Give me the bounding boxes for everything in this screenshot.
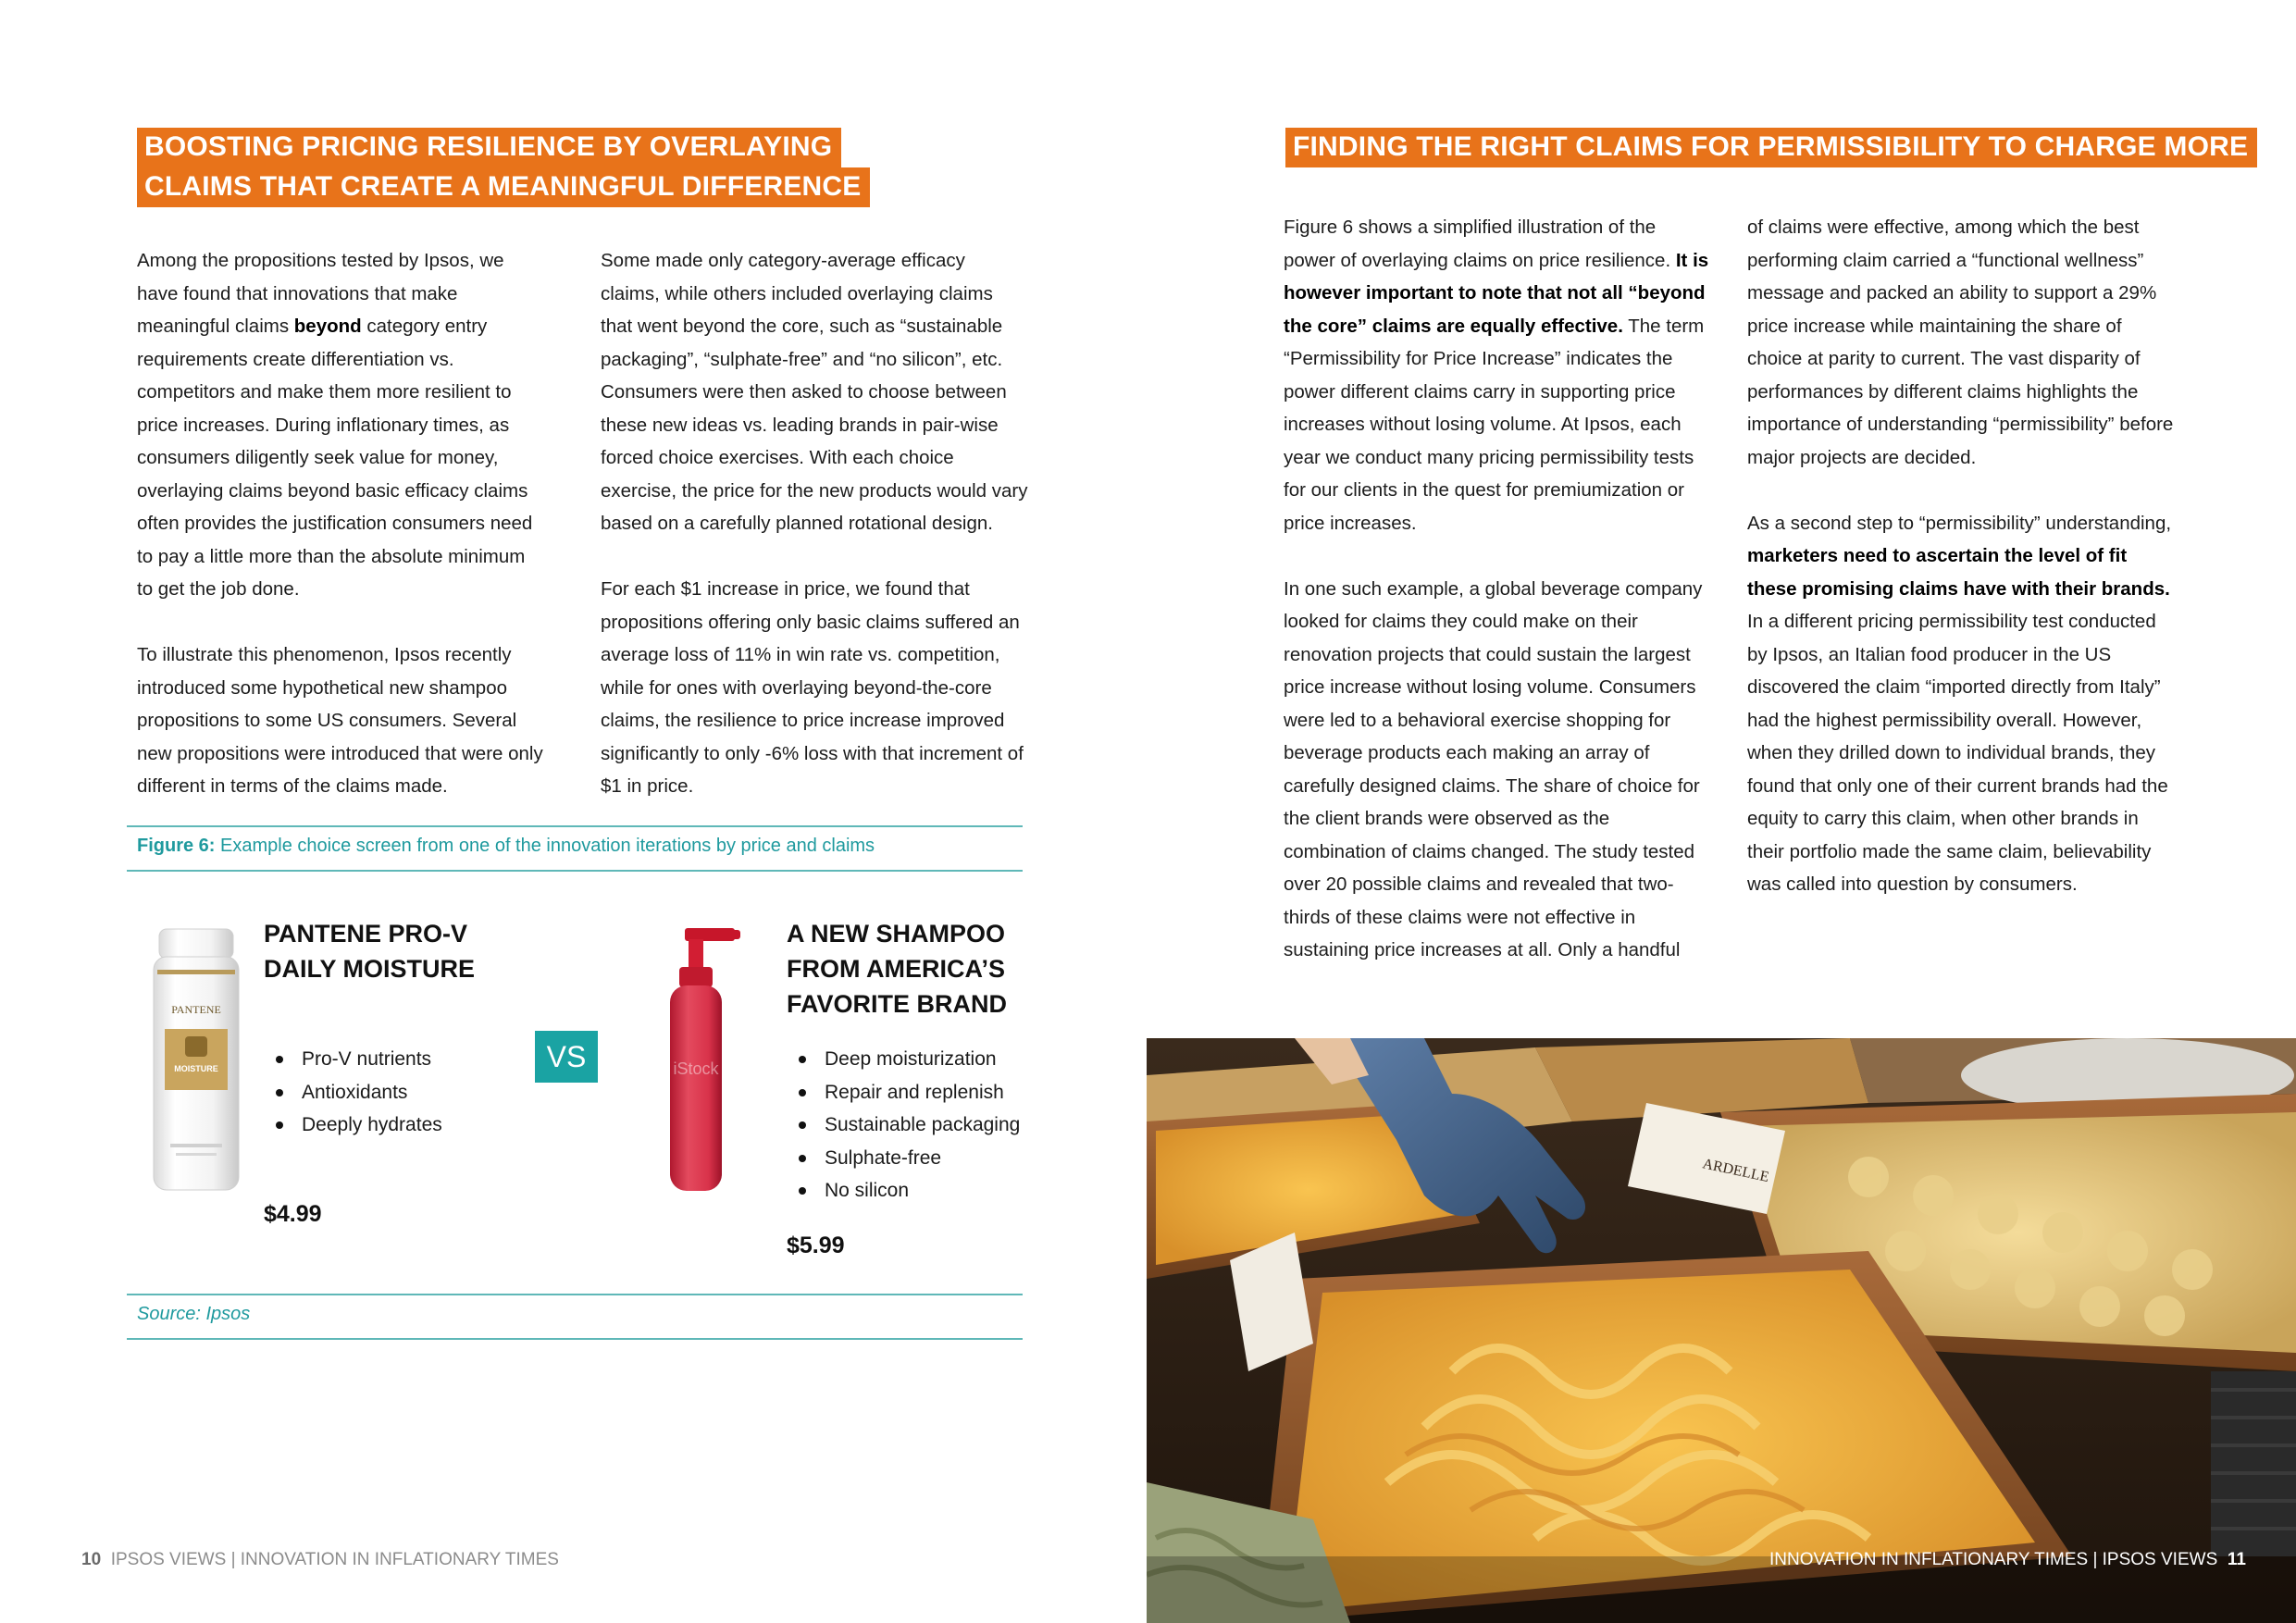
right-column-1 <box>1284 211 1711 967</box>
pasta-counter-photo <box>1147 1038 2296 1623</box>
right-headline <box>1285 128 2257 167</box>
photo-sign-text: ARDELLE <box>1701 1156 1770 1186</box>
paragraph <box>137 244 544 606</box>
product1-claims-list <box>265 1043 442 1142</box>
list-item: Repair and replenish <box>788 1076 1020 1109</box>
text-run: Among the propositions tested by Ipsos, we have found that innovations that make meaningful claims <box>137 250 504 337</box>
paragraph: of claims were effective, among which the best performing claim carried a “functional wellness” message and packed an ability to support a 29% price increase while maintaining the share of choice at parity to current. The vast disparity of performances by different claims highlights the importance of understanding “permissibility” before major projects are decided. <box>1747 217 2174 468</box>
right-page-footer <box>1769 1550 2246 1570</box>
bottle-brand-text: PANTENE <box>171 1003 221 1016</box>
text-run: As a second step to “permissibility” understanding, <box>1747 512 2172 534</box>
figure-label: Figure 6: <box>137 836 216 856</box>
figure-caption-rule <box>127 870 1023 872</box>
bottle-label-text: MOISTURE <box>174 1064 218 1073</box>
left-headline-line2: CLAIMS THAT CREATE A MEANINGFUL DIFFERENCE <box>137 167 870 207</box>
product1-price: $4.99 <box>264 1201 322 1227</box>
page-number: 10 <box>81 1550 102 1569</box>
figure-source-rule <box>127 1338 1023 1340</box>
figure-bottom-rule <box>127 1294 1023 1295</box>
figure-top-rule <box>127 825 1023 827</box>
product2-title-line: A NEW SHAMPOO <box>787 920 1005 948</box>
paragraph: For each $1 increase in price, we found that propositions offering only basic claims suffered an average loss of 11% in win rate vs. competition, while for ones with overlaying beyond-the-core claims, the resilience to price increase improved significantly to only -6% loss with that increment of $1 in price. <box>601 578 1024 797</box>
product2-claims-list <box>788 1043 1020 1208</box>
figure-caption <box>137 836 875 857</box>
footer-text: INNOVATION IN INFLATIONARY TIMES | IPSOS VIEWS <box>1769 1550 2218 1569</box>
list-item: Pro-V nutrients <box>265 1043 442 1076</box>
product1-title <box>264 916 475 986</box>
list-item: Deep moisturization <box>788 1043 1020 1076</box>
list-item: Sulphate-free <box>788 1142 1020 1175</box>
pasta-photo-illustration <box>1147 1038 2296 1623</box>
left-column-2 <box>601 244 1028 803</box>
list-item: No silicon <box>788 1174 1020 1208</box>
paragraph: In one such example, a global beverage company looked for claims they could make on their renovation projects that could sustain the largest price increase without losing volume. Consumers were led to a behavioral exercise shopping for beverage products each making an array of carefully designed claims. The share of choice for the client brands were observed as the combination of claims changed. The study tested over 20 possible claims and revealed that two-thirds of these claims were not effective in sustaining price increases at all. Only a handful <box>1284 577 1703 960</box>
bold-text: It is however important to note that not all “beyond the core” claims are equally effective. <box>1284 249 1709 337</box>
bold-text: marketers need to ascertain the level of fit these promising claims have with their brands. <box>1747 545 2170 600</box>
product2-title <box>787 916 1007 1022</box>
product1-title-line: DAILY MOISTURE <box>264 955 476 983</box>
product1-title-line: PANTENE PRO-V <box>264 920 468 948</box>
left-column-1 <box>137 244 544 803</box>
page-number: 11 <box>2227 1550 2246 1569</box>
right-column-2 <box>1747 211 2175 901</box>
left-headline-line1: BOOSTING PRICING RESILIENCE BY OVERLAYING <box>137 128 841 167</box>
paragraph: Some made only category-average efficacy claims, while others included overlaying claims that went beyond the core, such as “sustainable packaging”, “sulphate-free” and “no silicon”, etc. Consumers were then asked to choose between these new ideas vs. leading brands in pair-wise forced choice exercises. With each choice exercise, the price for the new products would vary based on a carefully planned rotational design. <box>601 250 1028 534</box>
text-run: In a different pricing permissibility test conducted by Ipsos, an Italian food producer in the US discovered the claim “imported directly from Italy” had the highest permissibility overall. However, when they drilled down to individual brands, they found that only one of their current brands had the equity to carry this claim, when other brands in their portfolio made the same claim, believability was called into question by consumers. <box>1747 611 2168 895</box>
product2-title-line: FAVORITE BRAND <box>787 990 1008 1018</box>
product2-price: $5.99 <box>787 1233 845 1258</box>
red-shampoo-bottle-image <box>629 921 759 1198</box>
vs-badge: VS <box>535 1031 598 1083</box>
pantene-bottle-image <box>148 925 244 1196</box>
text-run: category entry requirements create differentiation vs. competitors and make them more resilient to price increases. During inflationary times, as consumers diligently seek value for money, overlaying claims beyond basic efficacy claims often provides the justification consumers need to pay a little more than the absolute minimum to get the job done. <box>137 316 533 600</box>
text-run: Figure 6 shows a simplified illustration of the power of overlaying claims on price resilience. <box>1284 217 1676 271</box>
list-item: Antioxidants <box>265 1076 442 1109</box>
paragraph <box>1284 211 1711 539</box>
paragraph <box>1747 507 2175 901</box>
paragraph: To illustrate this phenomenon, Ipsos recently introduced some hypothetical new shampoo propositions to some US consumers. Several new propositions were introduced that were only different in terms of the claims made. <box>137 644 543 797</box>
bold-text: beyond <box>293 316 362 337</box>
footer-text: IPSOS VIEWS | INNOVATION IN INFLATIONARY TIMES <box>110 1550 559 1569</box>
list-item: Sustainable packaging <box>788 1109 1020 1142</box>
watermark-text: iStock <box>673 1059 719 1078</box>
left-headline <box>137 128 870 207</box>
figure-source: Source: Ipsos <box>137 1304 251 1324</box>
text-run: The term “Permissibility for Price Increase” indicates the power different claims carry in supporting price increases without losing volume. At Ipsos, each year we conduct many pricing permissibility tests for our clients in the quest for premiumization or price increases. <box>1284 315 1705 534</box>
figure-caption-text: Example choice screen from one of the innovation iterations by price and claims <box>215 836 875 856</box>
left-page-footer <box>81 1550 559 1570</box>
product2-title-line: FROM AMERICA’S <box>787 955 1005 983</box>
right-headline-text: FINDING THE RIGHT CLAIMS FOR PERMISSIBILITY TO CHARGE MORE <box>1285 128 2257 167</box>
list-item: Deeply hydrates <box>265 1109 442 1142</box>
